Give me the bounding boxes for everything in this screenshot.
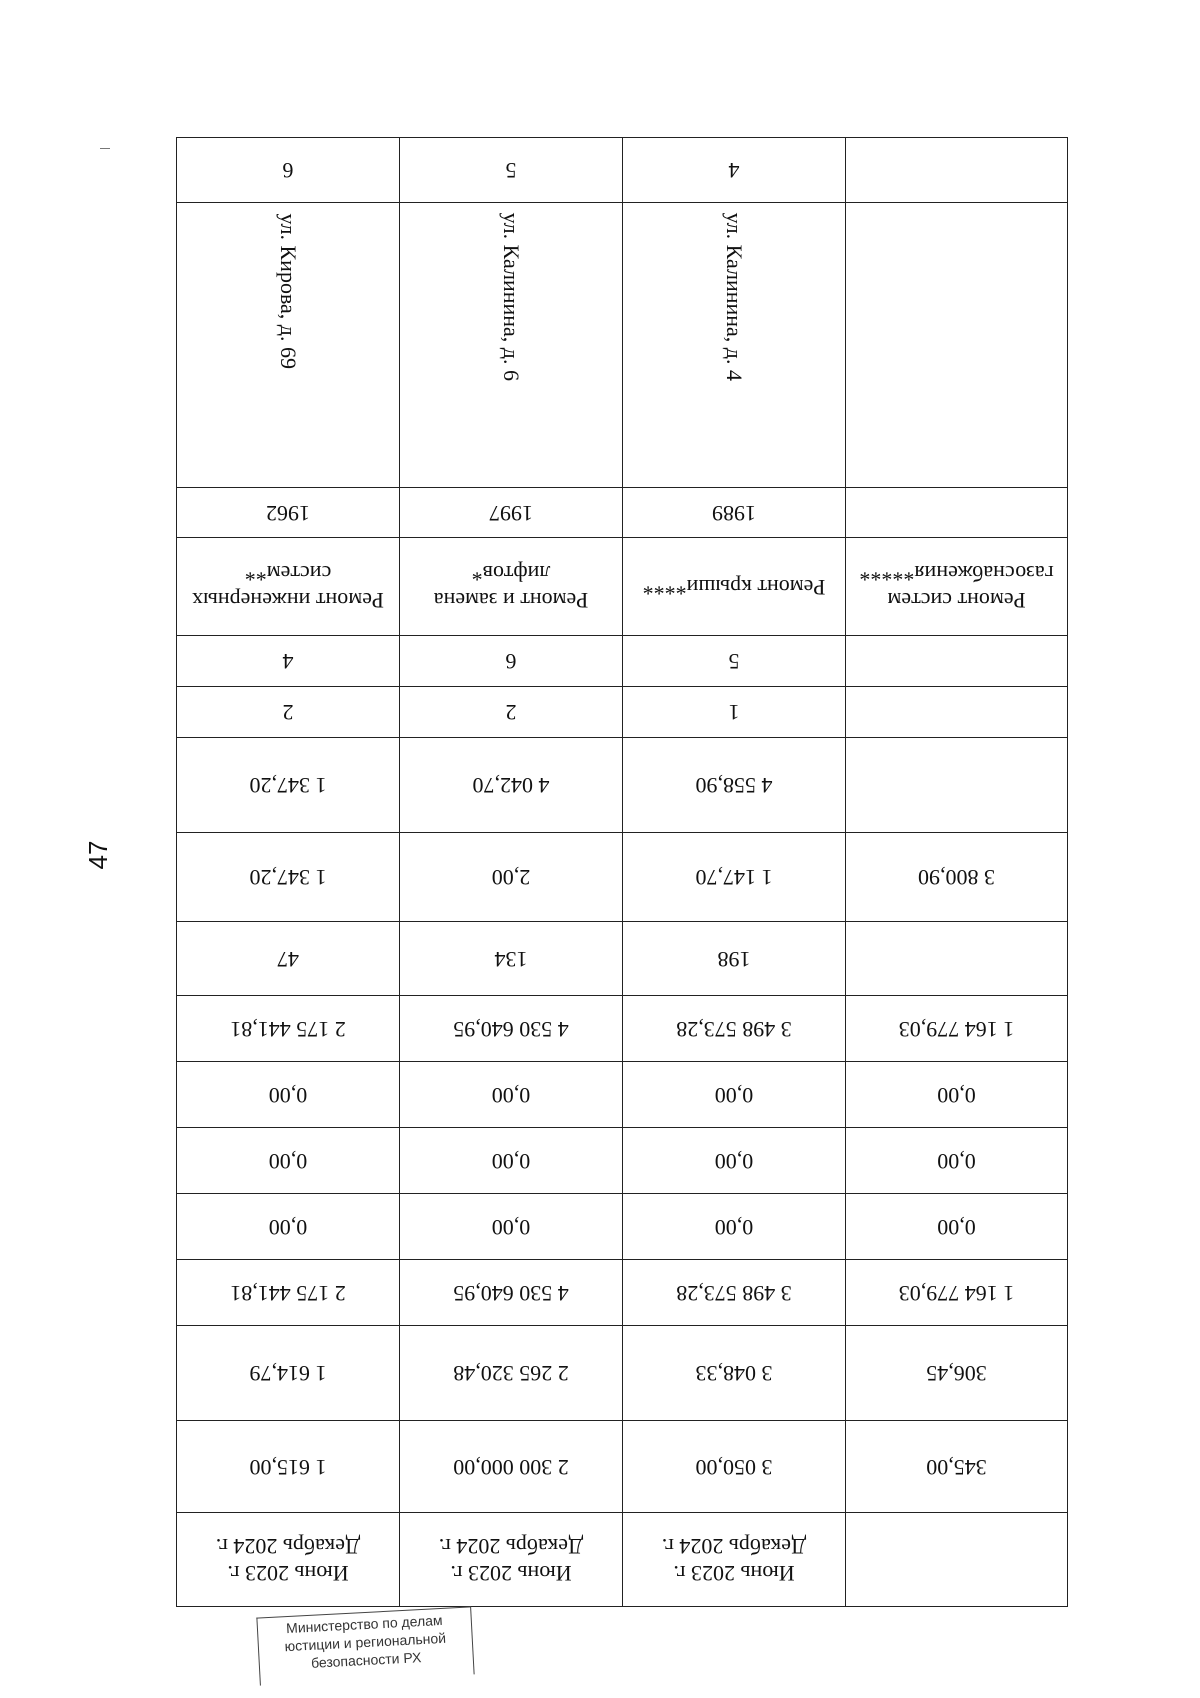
table-row — [177, 1421, 1068, 1513]
cell-value-15 — [623, 1326, 846, 1421]
cell-year-text: 1962 — [266, 500, 310, 526]
cell-value-12 — [400, 1128, 623, 1194]
cell-value-12 — [846, 1128, 1068, 1194]
cell-value-9 — [177, 922, 400, 996]
cell-value-16-text: 2 300 000,00 — [453, 1454, 569, 1480]
cell-value-6-text: 2 — [282, 700, 294, 726]
cell-value-13 — [623, 1194, 846, 1260]
cell-address — [623, 203, 846, 488]
cell-value-5-text: 6 — [505, 649, 517, 675]
cell-value-8-text: 1 347,20 — [249, 865, 327, 891]
cell-value-10 — [400, 996, 623, 1062]
cell-value-14-text: 3 498 573,28 — [676, 1280, 792, 1306]
cell-value-8 — [177, 833, 400, 922]
cell-value-7-text: 4 558,90 — [695, 773, 773, 799]
cell-value-5 — [846, 636, 1068, 687]
cell-value-6 — [846, 687, 1068, 738]
registration-stamp — [256, 1606, 474, 1685]
cell-number — [846, 138, 1068, 203]
cell-value-16 — [623, 1421, 846, 1513]
cell-value-6 — [623, 687, 846, 738]
cell-value-8-text: 3 800,90 — [918, 865, 995, 891]
cell-value-7 — [846, 738, 1068, 833]
cell-year — [846, 488, 1068, 538]
cell-number — [623, 138, 846, 203]
cell-value-6 — [400, 687, 623, 738]
cell-value-14-text: 4 530 640,95 — [453, 1280, 569, 1306]
cell-value-5 — [177, 636, 400, 687]
cell-value-16-text: 1 615,00 — [249, 1454, 327, 1480]
cell-work-type — [400, 538, 623, 636]
cell-work-type-text: Ремонт систем газоснабжения***** — [859, 561, 1054, 613]
stamp-line: юстиции и региональной — [284, 1629, 447, 1655]
cell-value-12 — [177, 1128, 400, 1194]
cell-value-14-text: 1 164 779,03 — [898, 1280, 1015, 1306]
cell-value-9 — [846, 922, 1068, 996]
cell-value-15 — [846, 1326, 1068, 1421]
cell-value-16 — [846, 1421, 1068, 1513]
cell-value-10 — [623, 996, 846, 1062]
cell-number-text: 6 — [282, 158, 294, 184]
table-row — [177, 488, 1068, 538]
cell-value-7-text: 1 347,20 — [249, 773, 327, 799]
cell-address — [400, 203, 623, 488]
cell-value-5 — [400, 636, 623, 687]
cell-value-11 — [623, 1062, 846, 1128]
table-row — [177, 138, 1068, 203]
table-row — [177, 538, 1068, 636]
stamp-line: безопасности РХ — [310, 1649, 422, 1671]
cell-value-13-text: 0,00 — [714, 1214, 754, 1240]
table-row — [177, 1260, 1068, 1326]
period-end: Декабрь 2024 г. — [215, 1534, 361, 1560]
cell-value-13 — [400, 1194, 623, 1260]
cell-value-9-text: 134 — [494, 946, 528, 972]
cell-number — [177, 138, 400, 203]
cell-value-12-text: 0,00 — [491, 1148, 531, 1174]
stamp-line: Министерство по делам — [285, 1611, 443, 1637]
table-row — [177, 833, 1068, 922]
cell-value-12-text: 0,00 — [714, 1148, 754, 1174]
cell-value-11-text: 0,00 — [268, 1082, 308, 1108]
cell-value-8 — [400, 833, 623, 922]
table-row — [177, 738, 1068, 833]
cell-value-13-text: 0,00 — [937, 1214, 976, 1240]
cell-period — [846, 1513, 1068, 1607]
cell-year — [623, 488, 846, 538]
cell-value-7 — [177, 738, 400, 833]
table-row — [177, 1513, 1068, 1607]
table-row — [177, 1062, 1068, 1128]
cell-value-13-text: 0,00 — [268, 1214, 308, 1240]
period-start: Июнь 2023 г. — [227, 1560, 349, 1586]
table-row — [177, 687, 1068, 738]
table-row — [177, 922, 1068, 996]
cell-value-11 — [846, 1062, 1068, 1128]
cell-value-15-text: 306,45 — [926, 1361, 987, 1387]
period-end: Декабрь 2024 г. — [661, 1534, 807, 1560]
cell-work-type — [623, 538, 846, 636]
cell-value-13-text: 0,00 — [491, 1214, 531, 1240]
cell-value-16 — [177, 1421, 400, 1513]
cell-value-8-text: 1 147,70 — [695, 865, 773, 891]
cell-period — [177, 1513, 400, 1607]
cell-value-12-text: 0,00 — [937, 1148, 976, 1174]
cell-value-12 — [623, 1128, 846, 1194]
cell-year — [400, 488, 623, 538]
scan-mark — [100, 148, 110, 149]
cell-value-10 — [177, 996, 400, 1062]
cell-period — [400, 1513, 623, 1607]
cell-value-7 — [623, 738, 846, 833]
cell-address — [846, 203, 1068, 488]
cell-value-11 — [400, 1062, 623, 1128]
table-row — [177, 1128, 1068, 1194]
cell-work-type-text: Ремонт крыши**** — [642, 574, 826, 600]
cell-value-5 — [623, 636, 846, 687]
cell-value-9 — [623, 922, 846, 996]
cell-value-13 — [177, 1194, 400, 1260]
cell-work-type — [846, 538, 1068, 636]
cell-value-16 — [400, 1421, 623, 1513]
cell-value-10-text: 3 498 573,28 — [676, 1016, 792, 1042]
cell-value-14 — [400, 1260, 623, 1326]
cell-work-type-text: Ремонт инженерных систем** — [192, 561, 384, 613]
cell-value-11-text: 0,00 — [714, 1082, 754, 1108]
cell-value-15 — [400, 1326, 623, 1421]
period-end: Декабрь 2024 г. — [438, 1534, 584, 1560]
table-row — [177, 1326, 1068, 1421]
cell-value-16-text: 345,00 — [926, 1454, 987, 1480]
cell-value-16-text: 3 050,00 — [695, 1454, 773, 1480]
cell-value-11-text: 0,00 — [491, 1082, 531, 1108]
cell-number-text: 5 — [505, 158, 517, 184]
cell-value-6 — [177, 687, 400, 738]
cell-value-14-text: 2 175 441,81 — [230, 1280, 346, 1306]
cell-value-5-text: 5 — [728, 649, 740, 675]
cell-number-text: 4 — [728, 158, 740, 184]
cell-address — [177, 203, 400, 488]
cell-value-10-text: 4 530 640,95 — [453, 1016, 569, 1042]
cell-value-5-text: 4 — [282, 649, 294, 675]
cell-value-7 — [400, 738, 623, 833]
cell-value-11-text: 0,00 — [937, 1082, 976, 1108]
cell-value-6-text: 2 — [505, 700, 517, 726]
cell-value-12-text: 0,00 — [268, 1148, 308, 1174]
address-text: ул. Кирова, д. 69 — [276, 213, 302, 369]
cell-value-11 — [177, 1062, 400, 1128]
cell-value-9 — [400, 922, 623, 996]
cell-year-text: 1997 — [489, 500, 533, 526]
cell-value-14 — [177, 1260, 400, 1326]
cell-value-15-text: 2 265 320,48 — [453, 1361, 569, 1387]
table-row — [177, 203, 1068, 488]
cell-value-6-text: 1 — [728, 700, 740, 726]
cell-year-text: 1989 — [712, 500, 756, 526]
cell-value-9-text: 198 — [717, 946, 751, 972]
page-number: 47 — [83, 840, 113, 870]
cell-value-8 — [846, 833, 1068, 922]
cell-value-14 — [623, 1260, 846, 1326]
cell-value-14 — [846, 1260, 1068, 1326]
object-table — [177, 147, 1068, 1607]
cell-value-10-text: 1 164 779,03 — [898, 1016, 1015, 1042]
cell-value-15-text: 1 614,79 — [249, 1361, 327, 1387]
cell-number — [400, 138, 623, 203]
cell-value-15 — [177, 1326, 400, 1421]
cell-value-15-text: 3 048,33 — [695, 1361, 773, 1387]
table-row — [177, 996, 1068, 1062]
address-text: ул. Калинина, д. 4 — [722, 213, 748, 382]
cell-value-8-text: 2,00 — [491, 865, 531, 891]
period-start: Июнь 2023 г. — [450, 1560, 572, 1586]
address-text: ул. Калинина, д. 6 — [499, 213, 525, 382]
cell-work-type — [177, 538, 400, 636]
cell-value-8 — [623, 833, 846, 922]
cell-work-type-text: Ремонт и замена лифтов* — [433, 561, 589, 613]
period-start: Июнь 2023 г. — [673, 1560, 795, 1586]
table-row — [177, 1194, 1068, 1260]
cell-value-9-text: 47 — [277, 946, 299, 972]
cell-value-13 — [846, 1194, 1068, 1260]
table-row — [177, 636, 1068, 687]
cell-value-10 — [846, 996, 1068, 1062]
cell-period — [623, 1513, 846, 1607]
cell-year — [177, 488, 400, 538]
cell-value-7-text: 4 042,70 — [472, 773, 550, 799]
cell-value-10-text: 2 175 441,81 — [230, 1016, 346, 1042]
